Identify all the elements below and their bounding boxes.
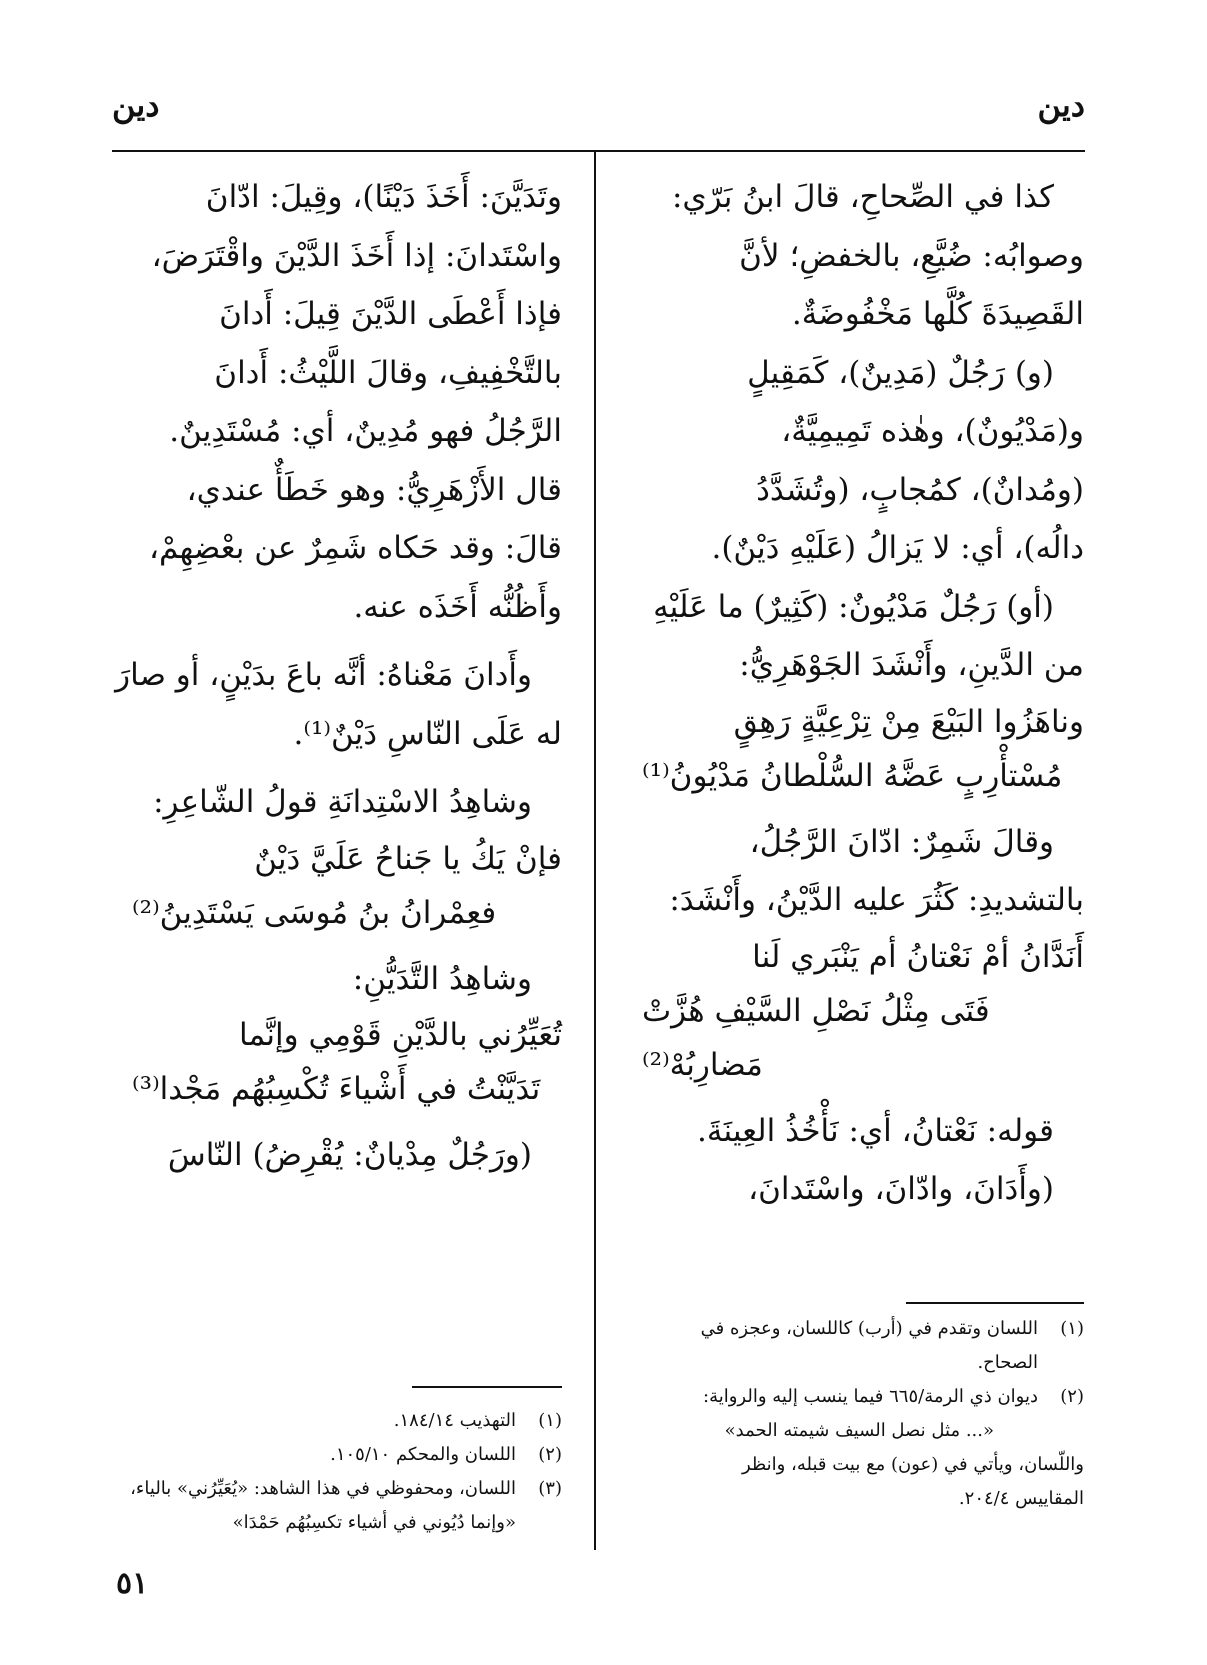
page-number: ٥١ bbox=[116, 1566, 149, 1601]
verse-hemistich: أَنَدَّانُ أمْ نَعْتانُ أم يَنْبَري لَنا bbox=[752, 938, 1084, 975]
text-line: وأَظُنُّه أَخَذَه عنه. bbox=[353, 588, 562, 625]
footnote-text: اللسان وتقدم في (أرب) كاللسان، وعجزه في bbox=[700, 1318, 1038, 1339]
verse bbox=[112, 832, 562, 940]
footnote-number: (١) bbox=[538, 1410, 562, 1431]
footnote-rule bbox=[906, 1302, 1084, 1304]
text-line: (ومُدانٌ)، كمُجابٍ، (وتُشَدَّدُ bbox=[756, 471, 1084, 508]
verse-hemistich: فعِمْرانُ بنُ مُوسَى يَسْتَدِينُ⁽²⁾ bbox=[132, 894, 497, 931]
footnote-text: اللسان والمحكم ١٠٥/١٠. bbox=[330, 1444, 516, 1465]
footnote-text: ديوان ذي الرمة/٦٦٥ فيما ينسب إليه والرواية: bbox=[703, 1386, 1038, 1407]
footnote bbox=[622, 1380, 1084, 1414]
footnote-text: المقاييس ٢٠٤/٤. bbox=[958, 1488, 1084, 1509]
footnotes-right bbox=[622, 1312, 1084, 1516]
text-line: دالُه)، أي: لا يَزالُ (عَلَيْهِ دَيْنٌ). bbox=[711, 530, 1084, 566]
text-line: وصوابُه: ضُيَّعِ، بالخفضِ؛ لأنَّ bbox=[739, 237, 1084, 274]
verse-hemistich: وناهَزُوا البَيْعَ مِنْ تِرْعِيَّةٍ رَهِقٍ bbox=[733, 703, 1084, 740]
left-column bbox=[112, 168, 562, 1185]
footnote-number: (٢) bbox=[538, 1444, 562, 1465]
footnote-text: اللسان، ومحفوظي في هذا الشاهد: «يُعَيِّرُني» بالياء، bbox=[130, 1478, 516, 1499]
footnote bbox=[622, 1312, 1084, 1346]
verse-hemistich: فَتَى مِثْلُ نَصْلِ السَّيْفِ هُزَّتْ مَضارِبُهْ⁽²⁾ bbox=[642, 992, 990, 1083]
footnote bbox=[112, 1438, 562, 1472]
right-column bbox=[622, 168, 1084, 1219]
footnote-text: الصحاح. bbox=[977, 1352, 1038, 1373]
running-header-right: دين bbox=[1037, 86, 1085, 124]
footnote bbox=[112, 1472, 562, 1506]
verse-hemistich: مُسْتأْرِبٍ عَضَّهُ السُّلْطانُ مَدْيُونُ⁽¹⁾ bbox=[642, 757, 1063, 794]
text-line: (وأَدَانَ، وادّانَ، واسْتَدانَ، bbox=[748, 1171, 1054, 1207]
footnote-text: «وإنما دُيُوني في أشياء تكسِبُهُم حَمْدَا» bbox=[232, 1512, 516, 1533]
running-header-left: دين bbox=[112, 86, 160, 124]
text-line: بالتشديدِ: كَثُرَ عليه الدَّيْنُ، وأَنْشَدَ: bbox=[669, 882, 1084, 918]
text-line: قوله: نَعْتانُ، أي: نَأْخُذُ العِينَةَ. bbox=[697, 1112, 1054, 1149]
text-line: (أو) رَجُلٌ مَدْيُونٌ: (كَثِيرٌ) ما عَلَيْهِ bbox=[653, 588, 1054, 625]
text-line: وأَدانَ مَعْناهُ: أنَّه باعَ بدَيْنٍ، أو صارَ bbox=[115, 657, 532, 693]
text-line: له عَلَى النّاسِ دَيْنٌ⁽¹⁾. bbox=[293, 715, 562, 752]
footnote-number: (٢) bbox=[1060, 1386, 1084, 1407]
verse-hemistich: فإنْ يَكُ يا جَناحُ عَلَيَّ دَيْنٌ bbox=[254, 840, 562, 877]
text-line: وشاهِدُ التَّدَيُّنِ: bbox=[352, 960, 532, 997]
verse bbox=[622, 930, 1084, 1092]
verse bbox=[112, 1008, 562, 1116]
text-line: فإذا أَعْطَى الدَّيْنَ قِيلَ: أَدانَ bbox=[219, 296, 562, 332]
text-line: الرَّجُلُ فهو مُدِينٌ، أي: مُسْتَدِينٌ. bbox=[169, 413, 562, 449]
footnote-quote: «... مثل نصل السيف شيمته الحمد» bbox=[724, 1420, 994, 1441]
text-line: كذا في الصِّحاحِ، قالَ ابنُ بَرّي: bbox=[671, 179, 1054, 215]
footnote-text: واللّسان، ويأتي في (عون) مع بيت قبله، وانظر bbox=[741, 1454, 1084, 1475]
text-line: قالَ: وقد حَكاه شَمِرٌ عن بعْضِهِمْ، bbox=[148, 530, 562, 566]
footnote-text: التهذيب ١٨٤/١٤. bbox=[393, 1410, 516, 1431]
verse-hemistich: تُعَيِّرُني بالدَّيْنِ قَوْمِي وإنَّما bbox=[239, 1017, 562, 1053]
text-line: من الدَّينِ، وأَنْشَدَ الجَوْهَرِيُّ: bbox=[739, 647, 1084, 683]
text-line: قال الأَزْهَرِيُّ: وهو خَطَأٌ عندي، bbox=[186, 471, 562, 508]
text-line: واسْتَدانَ: إذا أَخَذَ الدَّيْنَ واقْتَرَضَ، bbox=[151, 237, 562, 274]
footnote bbox=[112, 1404, 562, 1438]
text-line: بالتَّخْفِيفِ، وقالَ اللَّيْثُ: أَدانَ bbox=[214, 354, 562, 391]
text-line: وتَدَيَّنَ: أَخَذَ دَيْنًا)، وقِيلَ: ادّانَ bbox=[205, 179, 562, 215]
footnote-number: (١) bbox=[1060, 1318, 1084, 1339]
verse bbox=[622, 695, 1084, 803]
text-line: (و) رَجُلٌ (مَدِينٌ)، كَمَقِيلٍ bbox=[747, 354, 1054, 391]
text-line: وشاهِدُ الاسْتِدانَةِ قولُ الشّاعِرِ: bbox=[153, 784, 532, 820]
header-rule bbox=[112, 150, 1085, 152]
column-divider bbox=[594, 152, 596, 1550]
text-line: و(مَدْيُونٌ)، وهٰذه تَمِيمِيَّةٌ، bbox=[781, 413, 1084, 449]
text-line: وقالَ شَمِرٌ: ادّانَ الرَّجُلُ، bbox=[749, 823, 1054, 860]
footnotes-left bbox=[112, 1404, 562, 1540]
verse-hemistich: تَدَيَّنْتُ في أَشْياءَ تُكْسِبُهُم مَجْدا⁽³⁾ bbox=[132, 1071, 541, 1107]
footnote-number: (٣) bbox=[538, 1478, 562, 1499]
text-line: (ورَجُلٌ مِدْيانٌ: يُقْرِضُ) النّاسَ bbox=[167, 1137, 532, 1173]
text-line: القَصِيدَةَ كُلَّها مَخْفُوضَةٌ. bbox=[791, 296, 1084, 332]
footnote-rule bbox=[412, 1386, 562, 1388]
